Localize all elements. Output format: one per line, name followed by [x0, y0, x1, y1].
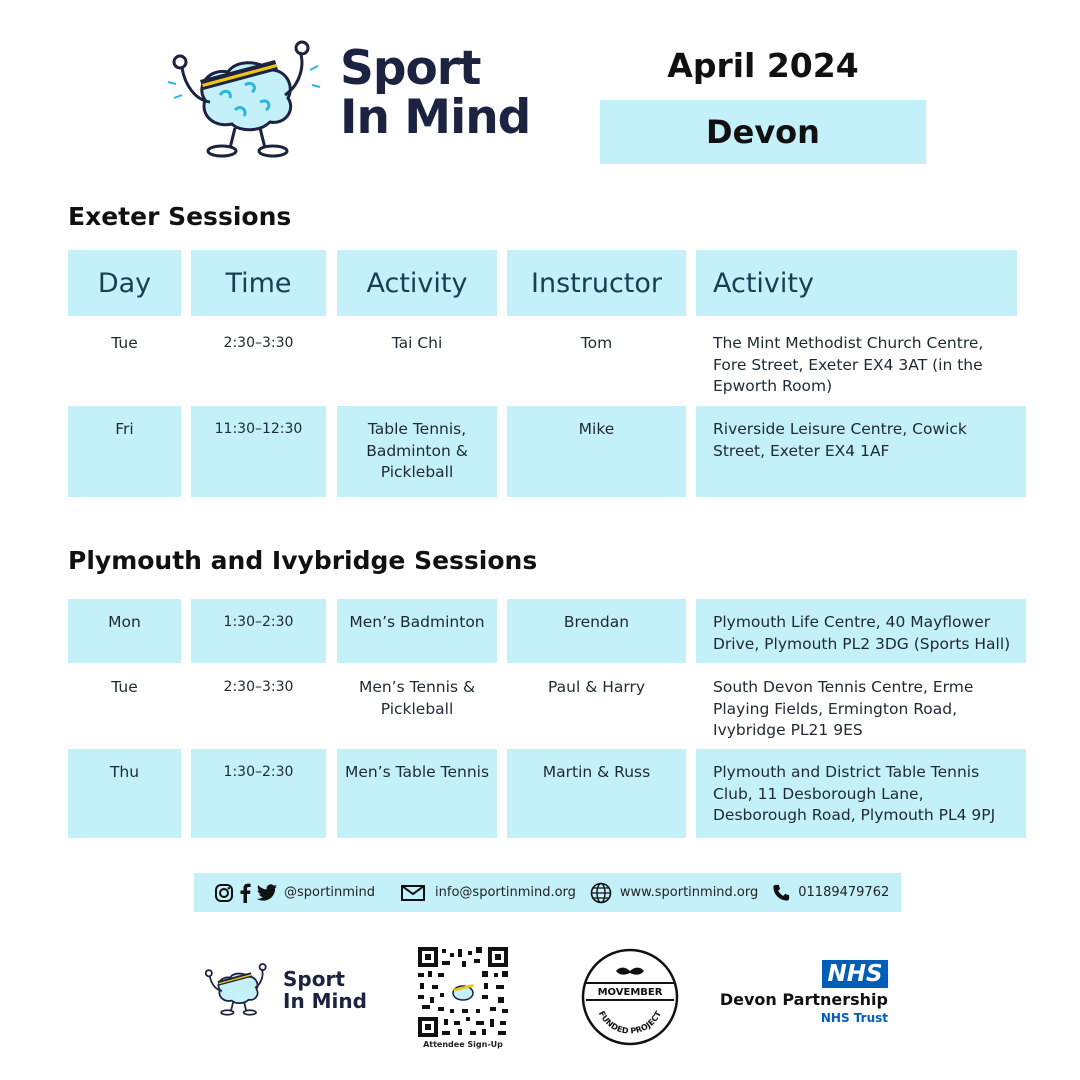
header-time: Time [191, 250, 326, 316]
activity-cell: Men’s Tennis & Pickleball [358, 678, 476, 718]
plymouth-section-title: Plymouth and Ivybridge Sessions [68, 546, 538, 575]
region-label: Devon [706, 113, 820, 151]
venue-cell: Plymouth and District Table Tennis Club, 11 Desborough Lane, Desborough Road, Plymouth PL4 9PJ [696, 749, 1026, 838]
movember-funded: FUNDED PROJECT [596, 1009, 664, 1036]
globe-icon [590, 882, 612, 904]
exeter-section-title: Exeter Sessions [68, 202, 292, 231]
facebook-icon[interactable] [239, 883, 251, 903]
twitter-icon[interactable] [256, 884, 278, 902]
qr-caption: Attendee Sign-Up [423, 1040, 503, 1049]
instructor-cell: Mike [507, 406, 686, 497]
instagram-icon[interactable] [214, 883, 234, 903]
nhs-badge: NHS [822, 960, 888, 988]
sport-in-mind-footer-logo [200, 960, 370, 1020]
time-cell: 11:30–12:30 [191, 406, 326, 497]
movember-name: MOVEMBER [597, 987, 663, 998]
day-cell: Mon [68, 599, 181, 663]
day-cell: Fri [68, 406, 181, 497]
email-link[interactable]: info@sportinmind.org [435, 885, 576, 900]
header-activity: Activity [337, 250, 497, 316]
brand-line-2: In Mind [340, 90, 531, 145]
brand-line-1: Sport [340, 41, 481, 96]
day-cell: Tue [111, 334, 138, 352]
sport-in-mind-mascot-logo [160, 40, 330, 160]
instructor-cell: Brendan [507, 599, 686, 663]
qr-code[interactable] [418, 947, 508, 1037]
activity-cell: Tai Chi [391, 334, 443, 352]
venue-cell: Plymouth Life Centre, 40 Mayflower Drive, Plymouth PL2 3DG (Sports Hall) [696, 599, 1026, 663]
brand-wordmark [340, 41, 531, 145]
month-title: April 2024 [667, 46, 859, 85]
activity-cell: Men’s Table Tennis [337, 749, 497, 838]
header-venue: Activity [696, 250, 1017, 316]
instructor-cell: Tom [580, 334, 613, 352]
phone-icon [772, 884, 790, 902]
website-link[interactable]: www.sportinmind.org [619, 885, 759, 900]
footer-brand-line-2: In Mind [283, 989, 367, 1013]
activity-cell: Table Tennis, Badminton & Pickleball [337, 406, 497, 497]
nhs-org-name: Devon Partnership [719, 990, 888, 1009]
phone-number[interactable]: 01189479762 [798, 885, 890, 900]
day-cell: Thu [68, 749, 181, 838]
region-box [600, 100, 926, 164]
day-cell: Tue [111, 678, 138, 696]
venue-cell: Riverside Leisure Centre, Cowick Street, Exeter EX4 1AF [696, 406, 1026, 497]
footer-brand-line-1: Sport [283, 967, 345, 991]
movember-badge [580, 947, 680, 1047]
header-instructor: Instructor [507, 250, 686, 316]
contact-bar [194, 873, 901, 912]
time-cell: 1:30–2:30 [191, 749, 326, 838]
instructor-cell: Paul & Harry [547, 678, 646, 696]
time-cell: 2:30–3:30 [223, 679, 294, 695]
nhs-logo [718, 958, 898, 1028]
time-cell: 2:30–3:30 [223, 335, 294, 351]
activity-cell: Men’s Badminton [337, 599, 497, 663]
venue-cell: South Devon Tennis Centre, Erme Playing Fields, Ermington Road, Ivybridge PL21 9ES [713, 678, 974, 739]
header-day: Day [68, 250, 181, 316]
email-icon [401, 885, 425, 901]
nhs-trust-label: NHS Trust [820, 1011, 888, 1025]
venue-cell: The Mint Methodist Church Centre, Fore Street, Exeter EX4 3AT (in the Epworth Room) [713, 334, 984, 395]
time-cell: 1:30–2:30 [191, 599, 326, 663]
social-handle[interactable]: @sportinmind [284, 885, 376, 900]
instructor-cell: Martin & Russ [507, 749, 686, 838]
